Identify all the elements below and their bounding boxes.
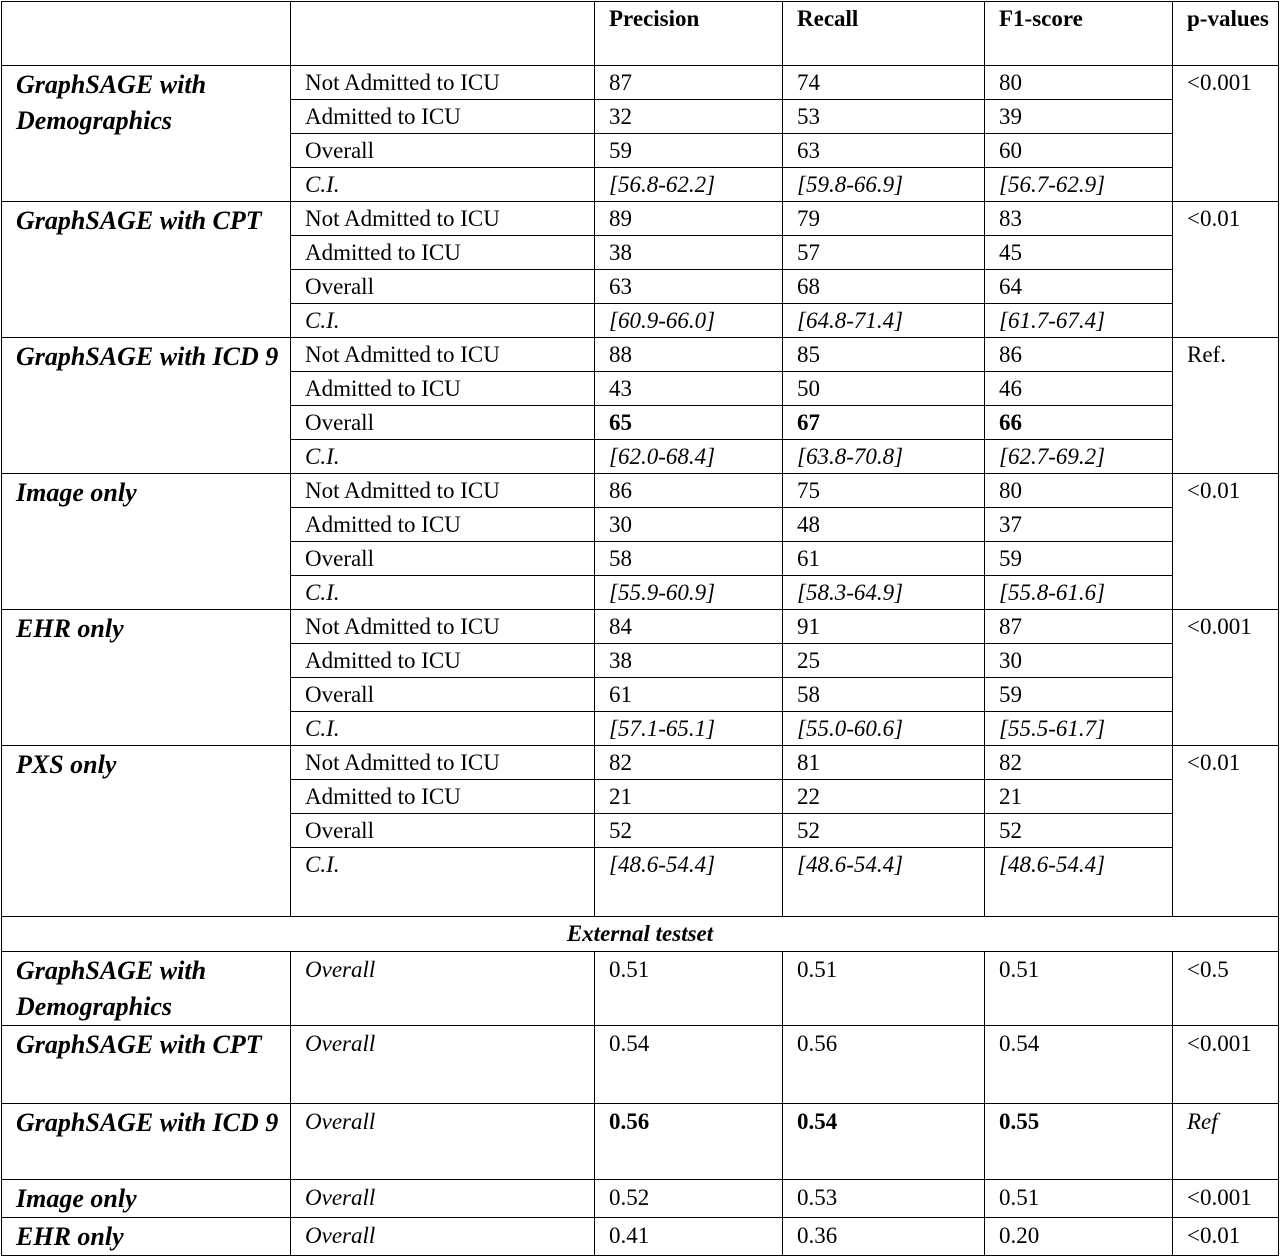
model-name-cell: GraphSAGE with ICD 9 [2, 1104, 291, 1180]
precision-cell: 52 [595, 814, 783, 848]
f1-cell: 52 [985, 814, 1173, 848]
section-title: External testset [2, 917, 1279, 952]
precision-cell: [55.9-60.9] [595, 576, 783, 610]
p-value-cell: <0.01 [1173, 1218, 1279, 1256]
table-row [2, 1026, 1279, 1104]
row-label-cell: C.I. [291, 848, 595, 917]
row-label-cell: Overall [291, 270, 595, 304]
header-cell-precision: Precision [595, 2, 783, 66]
row-label-cell: Admitted to ICU [291, 508, 595, 542]
table-row [2, 1218, 1279, 1256]
recall-cell: 0.54 [783, 1104, 985, 1180]
table-row [2, 202, 1279, 236]
p-value-cell: <0.5 [1173, 952, 1279, 1026]
p-value-cell: <0.001 [1173, 610, 1279, 746]
recall-cell: 0.56 [783, 1026, 985, 1104]
f1-cell: 82 [985, 746, 1173, 780]
precision-cell: 88 [595, 338, 783, 372]
f1-cell: 64 [985, 270, 1173, 304]
f1-cell: [62.7-69.2] [985, 440, 1173, 474]
f1-cell: 45 [985, 236, 1173, 270]
precision-cell: 38 [595, 236, 783, 270]
f1-cell: [55.5-61.7] [985, 712, 1173, 746]
f1-cell: 39 [985, 100, 1173, 134]
model-name-cell: GraphSAGE with Demographics [2, 952, 291, 1026]
f1-cell: 0.51 [985, 952, 1173, 1026]
table-row [2, 1180, 1279, 1218]
f1-cell: 66 [985, 406, 1173, 440]
row-label-cell: Not Admitted to ICU [291, 338, 595, 372]
f1-cell: 30 [985, 644, 1173, 678]
precision-cell: [56.8-62.2] [595, 168, 783, 202]
row-label-cell: Overall [291, 814, 595, 848]
row-label-cell: Admitted to ICU [291, 644, 595, 678]
recall-cell: 53 [783, 100, 985, 134]
f1-cell: 21 [985, 780, 1173, 814]
table-row [2, 746, 1279, 780]
precision-cell: [48.6-54.4] [595, 848, 783, 917]
header-cell-f1: F1-score [985, 2, 1173, 66]
recall-cell: 81 [783, 746, 985, 780]
row-label-cell: Overall [291, 134, 595, 168]
row-label-cell: Admitted to ICU [291, 100, 595, 134]
precision-cell: 38 [595, 644, 783, 678]
recall-cell: 74 [783, 66, 985, 100]
f1-cell: 60 [985, 134, 1173, 168]
model-name-cell: PXS only [2, 746, 291, 917]
model-name-cell: GraphSAGE with ICD 9 [2, 338, 291, 474]
row-label-cell: Overall [291, 1104, 595, 1180]
precision-cell: [62.0-68.4] [595, 440, 783, 474]
header-cell-p-values: p-values [1173, 2, 1279, 66]
recall-cell: 79 [783, 202, 985, 236]
f1-cell: [55.8-61.6] [985, 576, 1173, 610]
row-label-cell: C.I. [291, 304, 595, 338]
model-name-cell: EHR only [2, 1218, 291, 1256]
precision-cell: 82 [595, 746, 783, 780]
precision-cell: 43 [595, 372, 783, 406]
f1-cell: 80 [985, 474, 1173, 508]
f1-cell: [56.7-62.9] [985, 168, 1173, 202]
row-label-cell: Not Admitted to ICU [291, 610, 595, 644]
precision-cell: 58 [595, 542, 783, 576]
f1-cell: 86 [985, 338, 1173, 372]
row-label-cell: C.I. [291, 168, 595, 202]
recall-cell: 91 [783, 610, 985, 644]
recall-cell: [64.8-71.4] [783, 304, 985, 338]
row-label-cell: Overall [291, 542, 595, 576]
results-table-body [2, 2, 1279, 1256]
recall-cell: 63 [783, 134, 985, 168]
table-row [2, 66, 1279, 100]
recall-cell: [58.3-64.9] [783, 576, 985, 610]
header-cell-recall: Recall [783, 2, 985, 66]
recall-cell: 25 [783, 644, 985, 678]
precision-cell: 65 [595, 406, 783, 440]
f1-cell: 0.54 [985, 1026, 1173, 1104]
model-name-cell: Image only [2, 1180, 291, 1218]
row-label-cell: Admitted to ICU [291, 780, 595, 814]
row-label-cell: C.I. [291, 440, 595, 474]
model-name-cell: Image only [2, 474, 291, 610]
recall-cell: 48 [783, 508, 985, 542]
f1-cell: 80 [985, 66, 1173, 100]
precision-cell: 89 [595, 202, 783, 236]
p-value-cell: <0.01 [1173, 474, 1279, 610]
recall-cell: 52 [783, 814, 985, 848]
row-label-cell: C.I. [291, 712, 595, 746]
recall-cell: 0.51 [783, 952, 985, 1026]
row-label-cell: Not Admitted to ICU [291, 746, 595, 780]
recall-cell: 22 [783, 780, 985, 814]
precision-cell: 0.56 [595, 1104, 783, 1180]
table-row [2, 1104, 1279, 1180]
f1-cell: 59 [985, 542, 1173, 576]
section-row [2, 917, 1279, 952]
row-label-cell: Overall [291, 406, 595, 440]
recall-cell: 68 [783, 270, 985, 304]
header-cell-model [2, 2, 291, 66]
f1-cell: 59 [985, 678, 1173, 712]
model-name-cell: GraphSAGE with Demographics [2, 66, 291, 202]
recall-cell: [63.8-70.8] [783, 440, 985, 474]
f1-cell: 87 [985, 610, 1173, 644]
recall-cell: 57 [783, 236, 985, 270]
precision-cell: 0.54 [595, 1026, 783, 1104]
p-value-cell: <0.001 [1173, 1026, 1279, 1104]
recall-cell: 0.53 [783, 1180, 985, 1218]
table-row [2, 952, 1279, 1026]
f1-cell: 46 [985, 372, 1173, 406]
p-value-cell: Ref. [1173, 338, 1279, 474]
f1-cell: 0.20 [985, 1218, 1173, 1256]
precision-cell: 59 [595, 134, 783, 168]
row-label-cell: Overall [291, 1026, 595, 1104]
model-name-cell: EHR only [2, 610, 291, 746]
recall-cell: 67 [783, 406, 985, 440]
recall-cell: [48.6-54.4] [783, 848, 985, 917]
precision-cell: 63 [595, 270, 783, 304]
results-table [1, 1, 1279, 1256]
recall-cell: 0.36 [783, 1218, 985, 1256]
precision-cell: 30 [595, 508, 783, 542]
p-value-cell: <0.01 [1173, 202, 1279, 338]
row-label-cell: Not Admitted to ICU [291, 66, 595, 100]
recall-cell: 85 [783, 338, 985, 372]
recall-cell: 50 [783, 372, 985, 406]
row-label-cell: Admitted to ICU [291, 236, 595, 270]
f1-cell: [61.7-67.4] [985, 304, 1173, 338]
header-cell-class [291, 2, 595, 66]
f1-cell: 0.55 [985, 1104, 1173, 1180]
p-value-cell: <0.001 [1173, 1180, 1279, 1218]
row-label-cell: Not Admitted to ICU [291, 202, 595, 236]
recall-cell: [55.0-60.6] [783, 712, 985, 746]
model-name-cell: GraphSAGE with CPT [2, 1026, 291, 1104]
table-row [2, 610, 1279, 644]
precision-cell: 21 [595, 780, 783, 814]
f1-cell: 37 [985, 508, 1173, 542]
model-name-cell: GraphSAGE with CPT [2, 202, 291, 338]
f1-cell: 0.51 [985, 1180, 1173, 1218]
p-value-cell: <0.01 [1173, 746, 1279, 917]
p-value-cell: <0.001 [1173, 66, 1279, 202]
recall-cell: [59.8-66.9] [783, 168, 985, 202]
header-row [2, 2, 1279, 66]
f1-cell: [48.6-54.4] [985, 848, 1173, 917]
precision-cell: 87 [595, 66, 783, 100]
row-label-cell: Admitted to ICU [291, 372, 595, 406]
row-label-cell: Overall [291, 1180, 595, 1218]
precision-cell: [60.9-66.0] [595, 304, 783, 338]
row-label-cell: Overall [291, 952, 595, 1026]
precision-cell: 0.52 [595, 1180, 783, 1218]
p-value-cell: Ref [1173, 1104, 1279, 1180]
precision-cell: 86 [595, 474, 783, 508]
precision-cell: 61 [595, 678, 783, 712]
recall-cell: 61 [783, 542, 985, 576]
table-row [2, 338, 1279, 372]
row-label-cell: Not Admitted to ICU [291, 474, 595, 508]
f1-cell: 83 [985, 202, 1173, 236]
recall-cell: 75 [783, 474, 985, 508]
precision-cell: 84 [595, 610, 783, 644]
precision-cell: [57.1-65.1] [595, 712, 783, 746]
row-label-cell: Overall [291, 1218, 595, 1256]
precision-cell: 0.41 [595, 1218, 783, 1256]
precision-cell: 32 [595, 100, 783, 134]
recall-cell: 58 [783, 678, 985, 712]
precision-cell: 0.51 [595, 952, 783, 1026]
table-row [2, 474, 1279, 508]
row-label-cell: C.I. [291, 576, 595, 610]
row-label-cell: Overall [291, 678, 595, 712]
